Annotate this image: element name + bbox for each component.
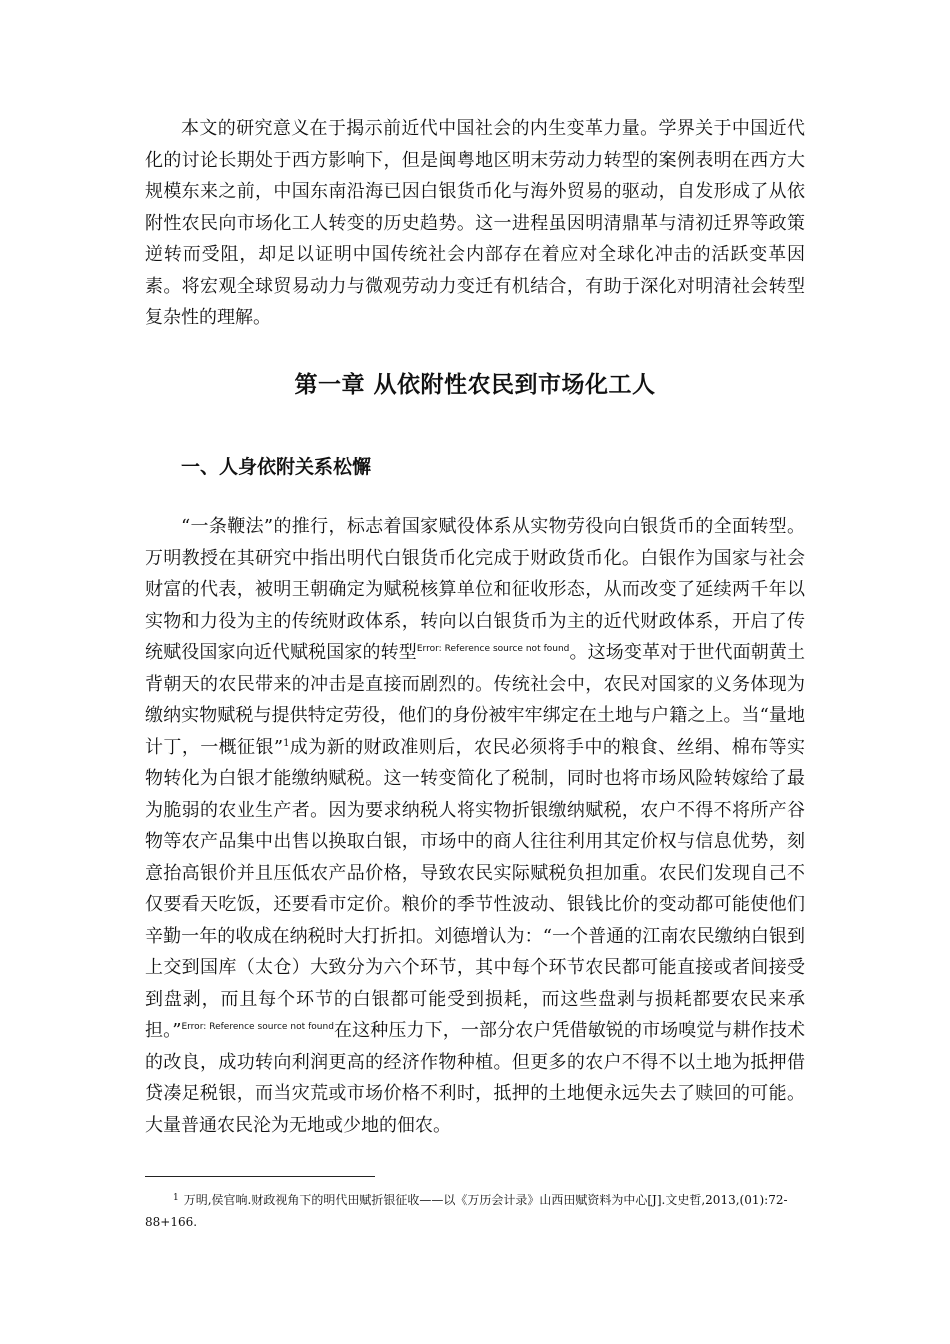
footnote-number: 1 xyxy=(173,1193,179,1203)
main-paragraph-text-2: 。这场变革对于世代面朝黄土背朝天的农民带来的冲击是直接而剧烈的。传统社会中，农民对国家的义务体现为缴纳实物赋税与提供特定劳役，他们的身份被牢牢绑定在土地与户籍之上。当“量地计丁，一概征银” xyxy=(145,642,805,758)
section-title: 一、人身依附关系松懈 xyxy=(181,456,372,478)
main-paragraph-text-1: “一条鞭法”的推行，标志着国家赋役体系从实物劳役向白银货币的全面转型。万明教授在其研究中指出明代白银货币化完成于财政货币化。白银作为国家与社会财富的代表，被明王朝确定为赋税核算单位和征收形态，从而改变了延续两千年以实物和力役为主的传统财政体系，转向以白银货币为主的近代财政体系，开启了传统赋役国家向近代赋税国家的转型 xyxy=(145,516,805,663)
intro-paragraph: 本文的研究意义在于揭示前近代中国社会的内生变革力量。学界关于中国近代化的讨论长期处于西方影响下，但是闽粤地区明末劳动力转型的案例表明在西方大规模东来之前，中国东南沿海已因白银货币化与海外贸易的驱动，自发形成了从依附性农民向市场化工人转变的历史趋势。这一进程虽因明清鼎革与清初迁界等政策逆转而受阻，却足以证明中国传统社会内部存在着应对全球化冲击的活跃变革因素。将宏观全球贸易动力与微观劳动力变迁有机结合，有助于深化对明清社会转型复杂性的理解。 xyxy=(145,118,805,328)
footnote xyxy=(145,1187,805,1233)
footnote-separator xyxy=(145,1176,375,1177)
footnote-text: 万明,侯官响.财政视角下的明代田赋折银征收——以《万历会计录》山西田赋资料为中心[J].文史哲,2013,(01):72-88+166. xyxy=(145,1193,788,1229)
error-reference-1: Error: Reference source not found xyxy=(416,644,570,654)
chapter-title: 第一章 从依附性农民到市场化工人 xyxy=(294,372,656,398)
main-paragraph xyxy=(145,511,805,1141)
footnote-marker[interactable]: 1 xyxy=(283,737,290,749)
main-paragraph-text-3: 成为新的财政准则后，农民必须将手中的粮食、丝绢、棉布等实物转化为白银才能缴纳赋税。这一转变简化了税制，同时也将市场风险转嫁给了最为脆弱的农业生产者。因为要求纳税人将实物折银缴纳赋税，农户不得不将所产谷物等农产品集中出售以换取白银，市场中的商人往往利用其定价权与信息优势，刻意抬高银价并且压低农产品价格，导致农民实际赋税负担加重。农民们发现自己不仅要看天吃饭，还要看市定价。粮价的季节性波动、银钱比价的变动都可能使他们辛勤一年的收成在纳税时大打折扣。刘德增认为：“一个普通的江南农民缴纳白银到上交到国库（太仓）大致分为六个环节，其中每个环节农民都可能直接或者间接受到盘剥，而且每个环节的白银都可能受到损耗，而这些盘剥与损耗都要农民来承担。” xyxy=(145,736,806,1041)
error-reference-2: Error: Reference source not found xyxy=(181,1022,334,1032)
main-paragraph-text-4: 在这种压力下，一部分农户凭借敏锐的市场嗅觉与耕作技术的改良，成功转向利润更高的经济作物种植。但更多的农户不得不以土地为抵押借贷凑足税银，而当灾荒或市场价格不利时，抵押的土地便永远失去了赎回的可能。大量普通农民沦为无地或少地的佃农。 xyxy=(145,1020,806,1136)
